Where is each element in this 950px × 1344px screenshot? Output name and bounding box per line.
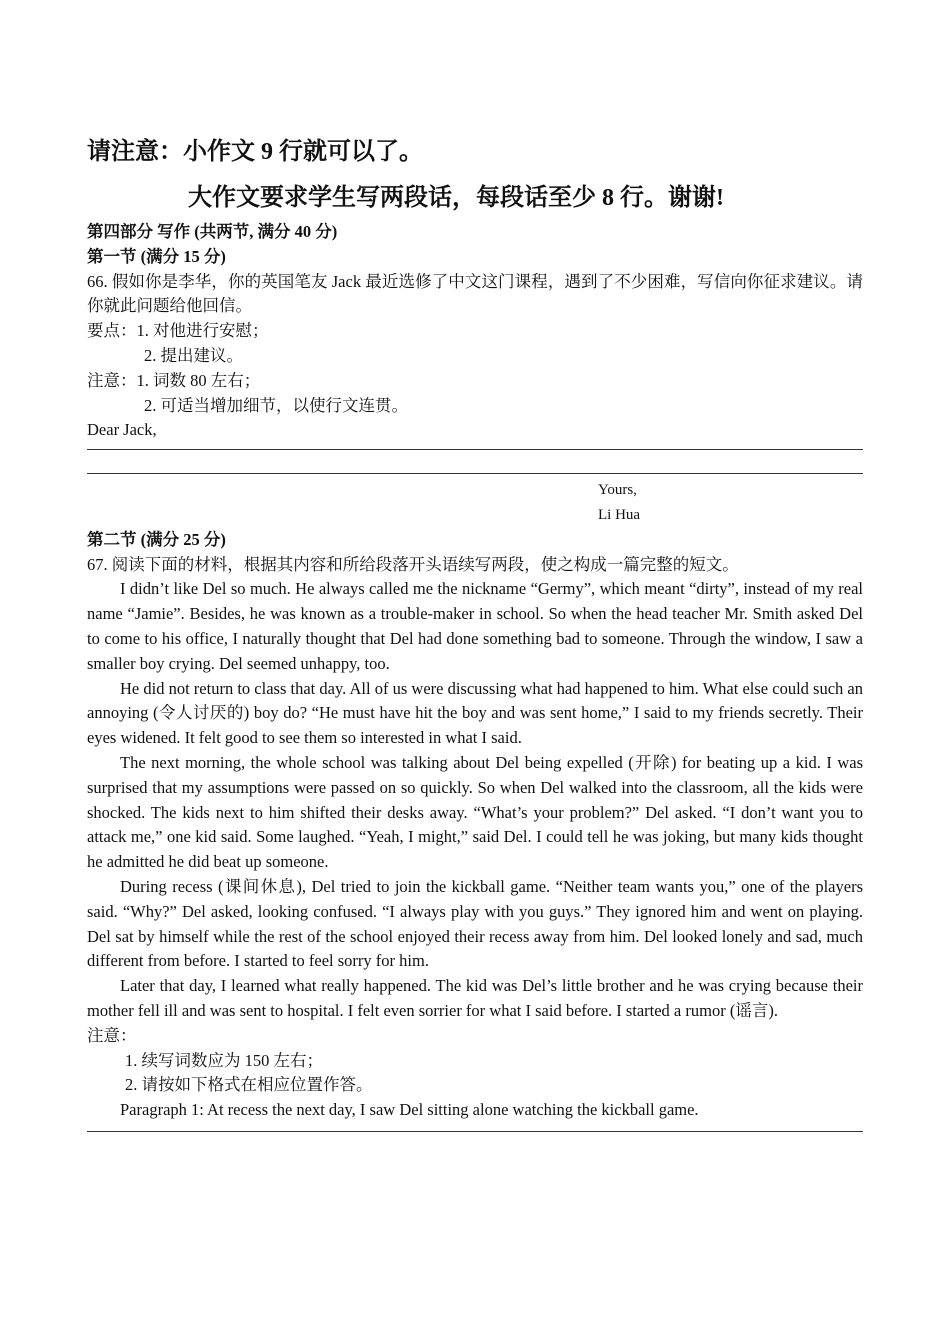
task66-point-2: 2. 提出建议。 <box>144 345 243 365</box>
story-paragraph: I didn’t like Del so much. He always called me the nickname “Germy”, which meant “dirty”, instead of my real name “Jamie”. Besides, he was known as a trouble-maker in school. So when the head teacher Mr. Smith asked Del to come to his office, I naturally thought that Del had done something bad to someone. Through the window, I saw a smaller boy crying. Del seemed unhappy, too. <box>87 579 863 673</box>
letter-closing: Yours, <box>598 482 637 499</box>
story-paragraph: Later that day, I learned what really happened. The kid was Del’s little brother and he was crying because their mother fell ill and was sent to hospital. I felt even sorrier for what I said before. I started a rumor (谣言). <box>87 976 863 1020</box>
task66-note-1: 注意：1. 词数 80 左右； <box>87 370 261 390</box>
answer-line <box>87 449 863 450</box>
section2-heading: 第二节 (满分 25 分) <box>87 529 226 549</box>
task67-note-2: 2. 请按如下格式在相应位置作答。 <box>125 1075 373 1095</box>
task66-prompt: 66. 假如你是李华，你的英国笔友 Jack 最近选修了中文这门课程，遇到了不少困难，写信向你征求建议。请你就此问题给他回信。 <box>87 271 863 316</box>
notice-line-2: 大作文要求学生写两段话，每段话至少 8 行。谢谢! <box>188 185 724 211</box>
answer-line <box>87 473 863 474</box>
section1-heading: 第一节 (满分 15 分) <box>87 246 226 266</box>
notice-line-1: 请注意：小作文 9 行就可以了。 <box>87 139 423 165</box>
task67-notes-label: 注意： <box>87 1025 137 1045</box>
task67-note-1: 1. 续写词数应为 150 左右； <box>125 1050 323 1070</box>
story-paragraph: During recess (课间休息), Del tried to join the kickball game. “Neither team wants you,” one of the players said. “Why?” Del asked, looking confused. “I always play with you guys.” They ignored him and went on playing. Del sat by himself while the rest of the school enjoyed their recess away from him. Del looked lonely and sad, much different from before. I started to feel sorry for him. <box>87 876 863 971</box>
paragraph1-opening: Paragraph 1: At recess the next day, I saw Del sitting alone watching the kickball game. <box>120 1100 699 1120</box>
part4-heading: 第四部分 写作 (共两节, 满分 40 分) <box>87 222 338 241</box>
letter-greeting: Dear Jack, <box>87 420 157 440</box>
task67-prompt: 67. 阅读下面的材料，根据其内容和所给段落开头语续写两段，使之构成一篇完整的短文。 <box>87 554 739 574</box>
task66-point-1: 要点：1. 对他进行安慰； <box>87 321 269 341</box>
document-page <box>87 132 863 1132</box>
letter-signature: Li Hua <box>598 506 641 523</box>
story-paragraph: He did not return to class that day. All of us were discussing what had happened to him. What else could such an annoying (令人讨厌的) boy do? “He must have hit the boy and was sent home,” I said to my friends secretly. Their eyes widened. It felt good to see them so interested in what I said. <box>87 678 863 748</box>
answer-line <box>87 1131 863 1132</box>
task66-note-2: 2. 可适当增加细节，以使行文连贯。 <box>144 395 408 415</box>
story-paragraph: The next morning, the whole school was talking about Del being expelled (开除) for beating up a kid. I was surprised that my assumptions were passed on so quickly. So when Del walked into the classroom, all the kids were shocked. The kids next to him shifted their desks away. “What’s your problem?” Del asked. “I don’t want you to attack me,” one kid said. Some laughed. “Yeah, I might,” said Del. I could tell he was joking, but many kids thought he admitted he did beat up someone. <box>87 752 863 872</box>
